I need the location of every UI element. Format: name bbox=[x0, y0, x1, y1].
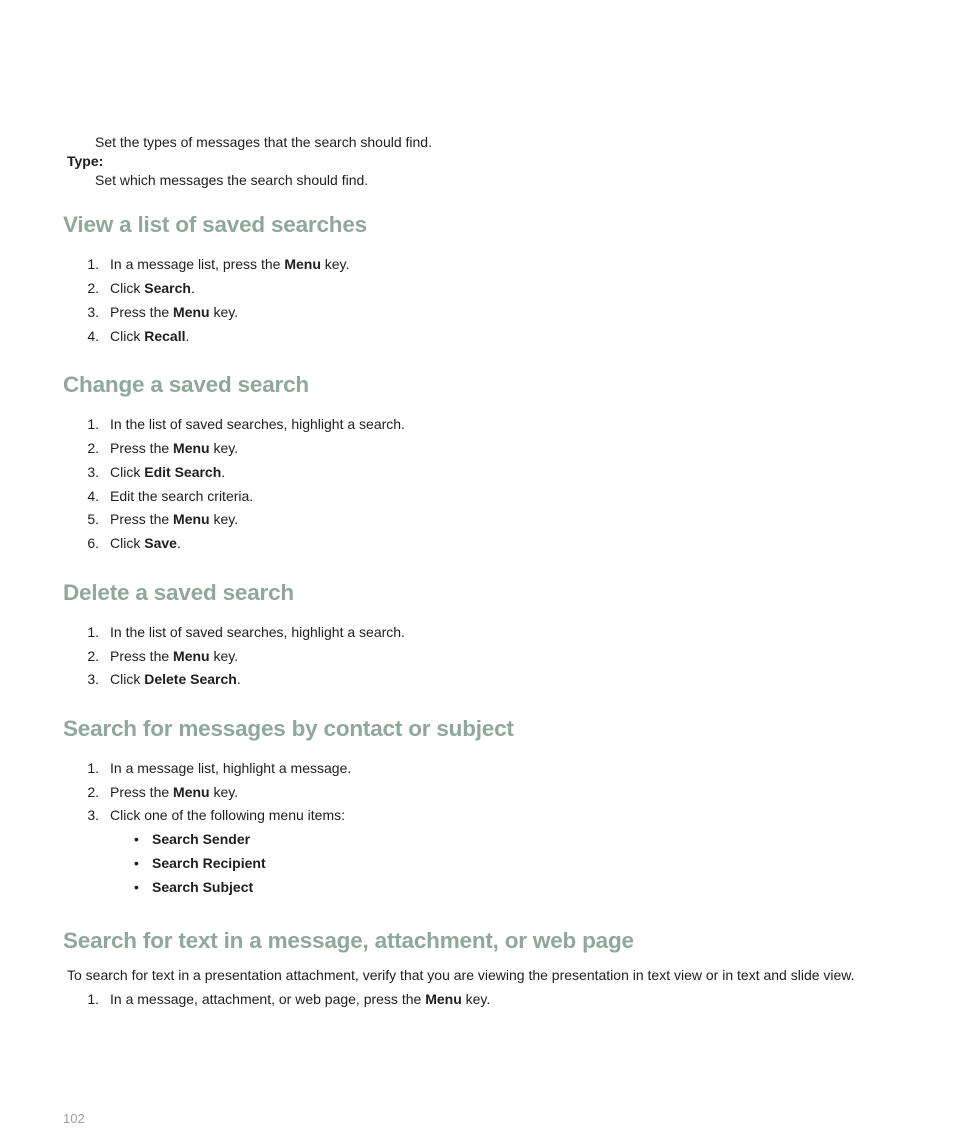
ui-term: Menu bbox=[284, 256, 321, 272]
ui-term: Menu bbox=[173, 511, 210, 527]
step-text: In a message list, highlight a message. bbox=[110, 760, 352, 776]
bullet-icon: • bbox=[134, 879, 139, 895]
step-number: 3. bbox=[87, 807, 99, 823]
ui-term: Recall bbox=[144, 328, 186, 344]
ui-term: Search bbox=[144, 280, 191, 296]
ui-term: Menu bbox=[173, 304, 210, 320]
step-number: 4. bbox=[87, 488, 99, 504]
step-number: 6. bbox=[87, 535, 99, 551]
option-description: Set the types of messages that the search should find. bbox=[95, 134, 432, 150]
step-text: Click Delete Search. bbox=[110, 671, 241, 687]
ui-term: Delete Search bbox=[144, 671, 237, 687]
step-text: Click Recall. bbox=[110, 328, 190, 344]
option-description: Set which messages the search should find. bbox=[95, 172, 369, 188]
step-text: Press the Menu key. bbox=[110, 304, 239, 320]
heading-search-contact-subject: Search for messages by contact or subject bbox=[63, 716, 514, 741]
step-number: 1. bbox=[87, 991, 99, 1007]
step-number: 1. bbox=[87, 760, 99, 776]
step-text: Click Save. bbox=[110, 535, 181, 551]
note-paragraph: To search for text in a presentation attachment, verify that you are viewing the presentation in text view or in text and slide view. bbox=[67, 967, 855, 983]
option-term: Type: bbox=[67, 153, 104, 169]
ui-term: Menu bbox=[173, 784, 210, 800]
bullet-icon: • bbox=[134, 855, 139, 871]
ui-term: Menu bbox=[173, 440, 210, 456]
step-text: Click Search. bbox=[110, 280, 195, 296]
heading-delete-saved-search: Delete a saved search bbox=[63, 580, 294, 605]
step-number: 1. bbox=[87, 416, 99, 432]
page-number: 102 bbox=[63, 1111, 85, 1126]
step-text: Press the Menu key. bbox=[110, 511, 239, 527]
step-number: 4. bbox=[87, 328, 99, 344]
menu-item-name: Search Subject bbox=[152, 879, 254, 895]
heading-search-text: Search for text in a message, attachment, or web page bbox=[63, 928, 634, 953]
step-number: 2. bbox=[87, 784, 99, 800]
step-number: 1. bbox=[87, 624, 99, 640]
step-text: In a message, attachment, or web page, press the Menu key. bbox=[110, 991, 491, 1007]
step-text: In the list of saved searches, highlight a search. bbox=[110, 416, 405, 432]
step-text: Click Edit Search. bbox=[110, 464, 226, 480]
step-number: 1. bbox=[87, 256, 99, 272]
bullet-icon: • bbox=[134, 831, 139, 847]
step-text: In the list of saved searches, highlight a search. bbox=[110, 624, 405, 640]
heading-change-saved-search: Change a saved search bbox=[63, 372, 309, 397]
step-text: Press the Menu key. bbox=[110, 440, 239, 456]
step-number: 5. bbox=[87, 511, 99, 527]
ui-term: Menu bbox=[425, 991, 462, 1007]
step-number: 2. bbox=[87, 648, 99, 664]
step-text: Press the Menu key. bbox=[110, 648, 239, 664]
step-text: Edit the search criteria. bbox=[110, 488, 254, 504]
step-number: 2. bbox=[87, 440, 99, 456]
step-number: 2. bbox=[87, 280, 99, 296]
ui-term: Menu bbox=[173, 648, 210, 664]
menu-item-name: Search Recipient bbox=[152, 855, 266, 871]
menu-item-name: Search Sender bbox=[152, 831, 251, 847]
heading-view-saved-searches: View a list of saved searches bbox=[63, 212, 367, 237]
step-number: 3. bbox=[87, 304, 99, 320]
ui-term: Edit Search bbox=[144, 464, 222, 480]
step-text: Press the Menu key. bbox=[110, 784, 239, 800]
step-text: In a message list, press the Menu key. bbox=[110, 256, 350, 272]
step-number: 3. bbox=[87, 464, 99, 480]
step-text: Click one of the following menu items: bbox=[110, 807, 345, 823]
step-number: 3. bbox=[87, 671, 99, 687]
ui-term: Save bbox=[144, 535, 177, 551]
